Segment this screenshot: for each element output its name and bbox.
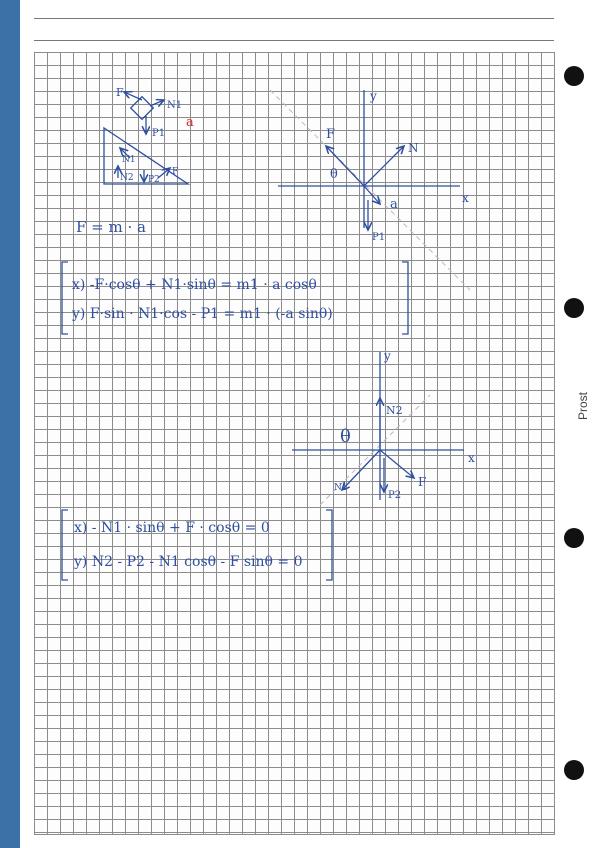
- fbd1-axes: [278, 90, 460, 230]
- arrow-force-F: [124, 92, 142, 100]
- fbd2-arrow-F: [380, 450, 414, 478]
- fbd1-arrow-N: [364, 146, 404, 186]
- equation1-x: x) -F·cosθ + N1·sinθ = m1 · a cosθ: [72, 277, 317, 293]
- paper-brand-label: Prost: [576, 391, 590, 420]
- fbd1-label-N: N: [408, 141, 419, 155]
- equation2-x: x) - N1 · sinθ + F · cosθ = 0: [74, 520, 270, 536]
- fbd1-label-theta: θ: [330, 167, 338, 182]
- equation1-y: y) F·sin · N1·cos - P1 = m1 · (-a sinθ): [72, 306, 333, 322]
- fbd2-label-N1: N1: [334, 483, 348, 493]
- fbd2-label-y: y: [384, 349, 391, 363]
- equations2-right-bracket: [326, 510, 332, 580]
- fbd1-arrow-a: [364, 186, 380, 204]
- fbd2-axes: [292, 352, 464, 500]
- fbd2-label-P2: P2: [388, 490, 402, 501]
- arrow-incline-F: [158, 168, 170, 178]
- fbd2-label-F: F: [418, 475, 427, 489]
- arrow-normal-N1: [150, 100, 164, 106]
- label-accel-a: a: [186, 115, 194, 130]
- fbd2-label-x: x: [468, 451, 475, 465]
- newton-law-header: F = m · a: [76, 218, 146, 236]
- equations1-left-bracket: [62, 262, 68, 334]
- label-incline-F: F: [172, 167, 179, 177]
- equations1-brackets: [62, 262, 408, 334]
- fbd1-label-y: y: [370, 89, 377, 103]
- fbd2-arrow-N1: [342, 450, 380, 490]
- equation2-y: y) N2 - P2 - N1 cosθ - F sinθ = 0: [74, 554, 303, 570]
- equations2-left-bracket: [62, 510, 68, 580]
- fbd1-label-F: F: [326, 127, 336, 142]
- label-incline-N1: N1: [122, 155, 136, 165]
- fbd1-label-P1: P1: [372, 232, 386, 243]
- label-incline-N2: N2: [120, 173, 134, 183]
- equations1-right-bracket: [402, 262, 408, 334]
- label-incline-P2: P2: [148, 175, 160, 185]
- top-block: [131, 97, 154, 120]
- fbd1-label-x: x: [462, 191, 469, 205]
- fbd2-label-N2: N2: [386, 404, 403, 417]
- label-force-F: F: [116, 86, 124, 99]
- fbd2-label-theta: θ: [340, 426, 351, 447]
- guide-line-1: [270, 90, 470, 290]
- label-normal-N1: N1: [167, 100, 183, 111]
- fbd1-label-a: a: [390, 197, 398, 212]
- label-weight-P1: P1: [152, 128, 166, 139]
